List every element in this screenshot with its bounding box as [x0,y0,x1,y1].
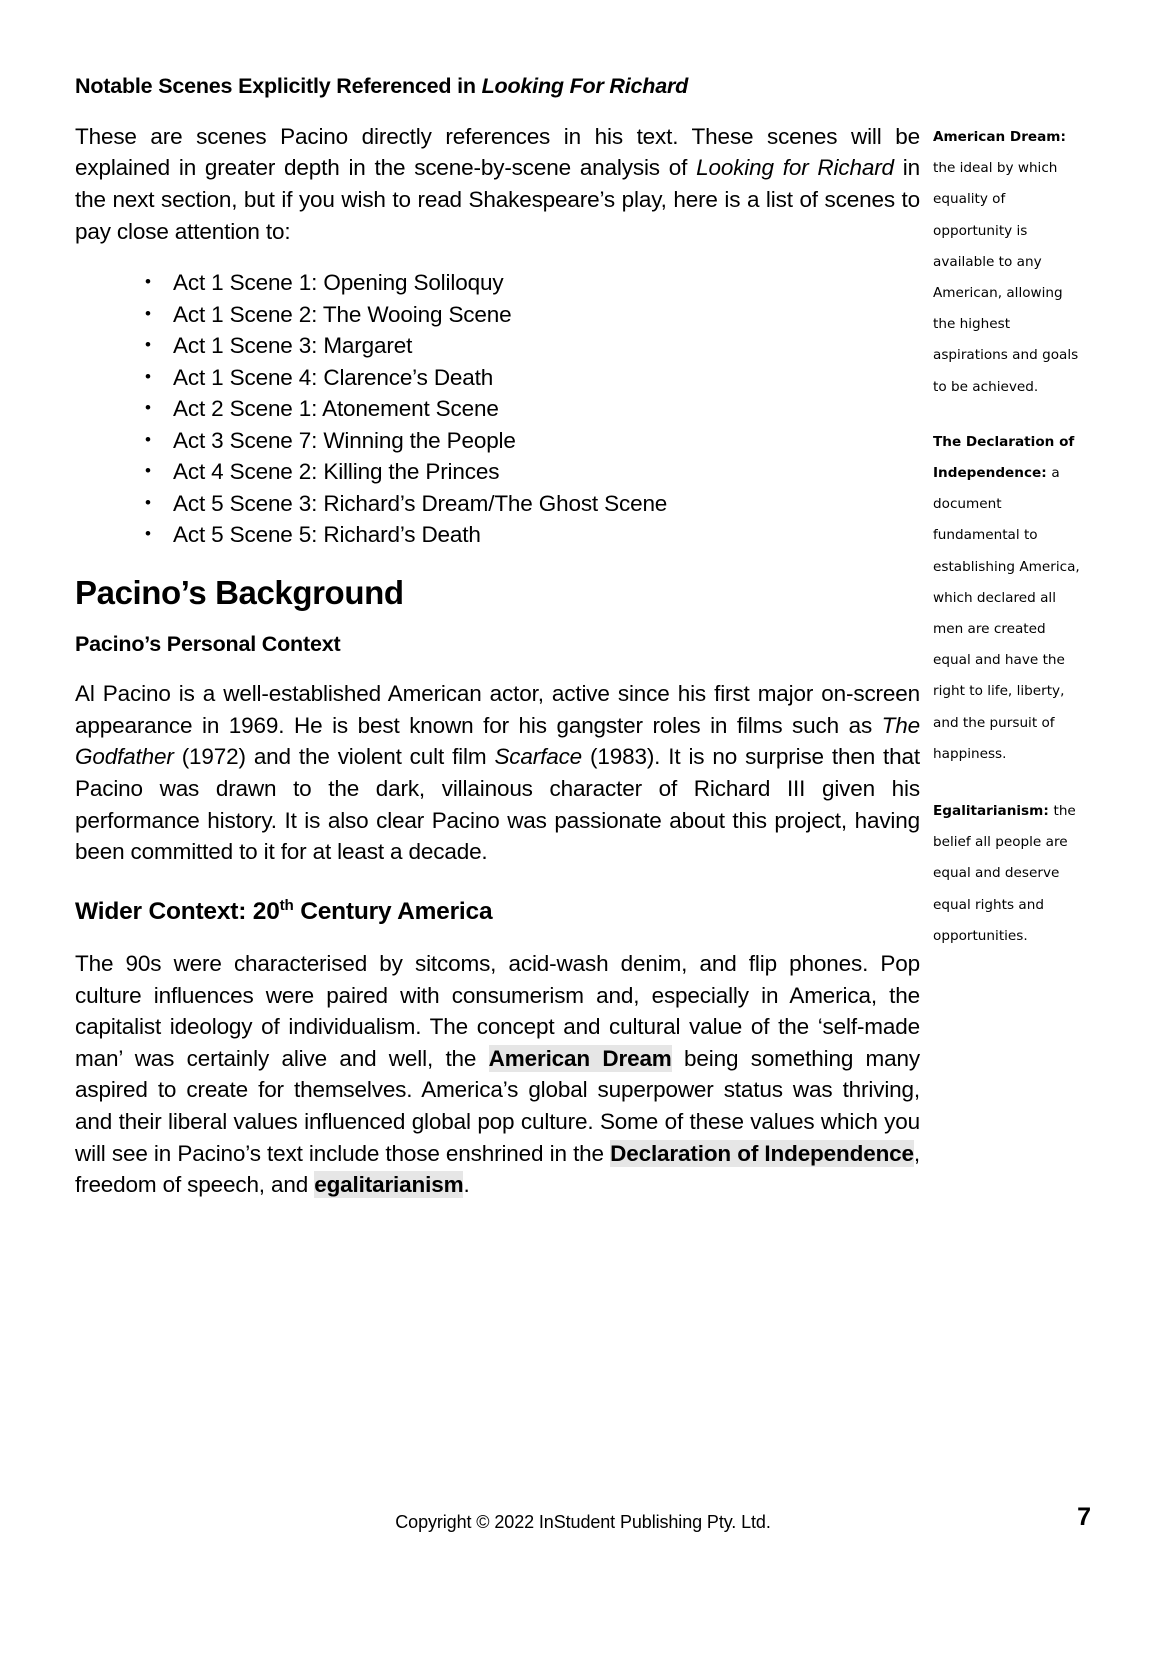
list-item [145,425,920,457]
film-title-godfather: The Godfather [75,712,920,770]
definition-body: the belief all people are equal and deserve equal rights and opportunities. [933,803,1076,944]
definition-separator: : [1043,803,1054,820]
main-content-column [75,74,920,1201]
definition-body: a document fundamental to establishing America, which declared all men are created equal and have the right to life, liberty, and the pursuit of happiness. [933,465,1080,762]
scene-label: Act 4 Scene 2: Killing the Princes [173,459,500,485]
subsection-heading-personal-context: Pacino’s Personal Context [75,631,341,656]
personal-text-part-3: (1983). It is no surprise then that Pacino was drawn to the dark, villainous character of Richard III given his performance history. It is also clear Pacino was passionate about this project, having been committed to it for at least a decade. [75,744,920,865]
definition-american-dream [933,122,1085,403]
list-item [145,267,920,299]
intro-paragraph [75,121,920,247]
definition-body: the ideal by which equality of opportunity is available to any American, allowing the highest aspirations and goals to be achieved. [933,160,1079,395]
definition-separator: : [1041,465,1052,482]
list-item [145,330,920,362]
definition-term: The Declaration of Independence [933,433,1075,482]
wider-heading-part-a: Wider Context: 20 [75,897,280,925]
wider-heading-superscript: th [279,896,294,914]
footer-copyright: Copyright © 2022 InStudent Publishing Pty. Ltd. [395,1512,771,1532]
wider-text-part-4: . [463,1172,470,1198]
wider-heading-part-b: Century America [293,897,493,925]
scene-label: Act 1 Scene 1: Opening Soliloquy [173,270,504,296]
scene-label: Act 1 Scene 4: Clarence’s Death [173,364,494,390]
wider-text-part-2: being something many aspired to create for themselves. America’s global superpower status was thriving, and their liberal values influenced global pop culture. Some of these values which you will see in Pacino’s text include those enshrined in the [75,1045,920,1166]
scene-label: Act 1 Scene 2: The Wooing Scene [173,301,512,327]
list-item [145,488,920,520]
section-heading-plain: Notable Scenes Explicitly Referenced in [75,74,482,98]
wider-text-part-1: The 90s were characterised by sitcoms, acid-wash denim, and flip phones. Pop culture influences were paired with consumerism and, especially in America, the capitalist ideology of individualism. The concept and cultural value of the ‘self-made man’ was certainly alive and well, the [75,951,920,1071]
definition-separator: : [1060,129,1066,145]
scene-label: Act 2 Scene 1: Atonement Scene [173,396,499,422]
definition-term: Egalitarianism [933,803,1044,820]
list-item [145,299,920,331]
scene-label: Act 1 Scene 3: Margaret [173,333,413,359]
subsection-heading-wider-context [75,898,920,926]
list-item [145,393,920,425]
section-heading [75,74,920,99]
personal-text-part-2: (1972) and the violent cult film [173,744,495,770]
wider-text-part-3: , freedom of speech, and [75,1140,920,1198]
definition-term: American Dream [933,129,1061,145]
definition-egalitarianism [933,796,1085,952]
wider-context-paragraph [75,948,920,1201]
film-title-scarface: Scarface [494,744,583,770]
scene-label: Act 5 Scene 3: Richard’s Dream/The Ghost Scene [173,490,668,516]
list-item [145,362,920,394]
page-title: Pacino’s Background [75,573,404,611]
definition-declaration-of-independence [933,427,1085,770]
scene-label: Act 3 Scene 7: Winning the People [173,427,516,453]
intro-text-part-2: in the next section, but if you wish to read Shakespeare’s play, here is a list of scenes to pay close attention to: [75,155,920,244]
personal-context-paragraph [75,678,920,868]
key-term-american-dream: American Dream [488,1045,672,1071]
sidebar-definitions-column [933,122,1085,974]
list-item [145,456,920,488]
intro-italic-title: Looking for Richard [696,155,894,181]
intro-text-part-1: These are scenes Pacino directly references in his text. These scenes will be explained in greater depth in the scene-by-scene analysis of [75,123,920,181]
scene-list [75,267,920,551]
scene-label: Act 5 Scene 5: Richard’s Death [173,522,481,548]
section-heading-italic-title: Looking For Richard [481,74,689,98]
list-item [145,519,920,551]
personal-text-part-1: Al Pacino is a well-established American actor, active since his first major on-screen appearance in 1969. He is best known for his gangster roles in films such as [75,681,920,738]
page-number: 7 [1077,1503,1091,1531]
key-term-egalitarianism: egalitarianism [314,1172,464,1198]
key-term-declaration-of-independence: Declaration of Independence [610,1140,914,1166]
